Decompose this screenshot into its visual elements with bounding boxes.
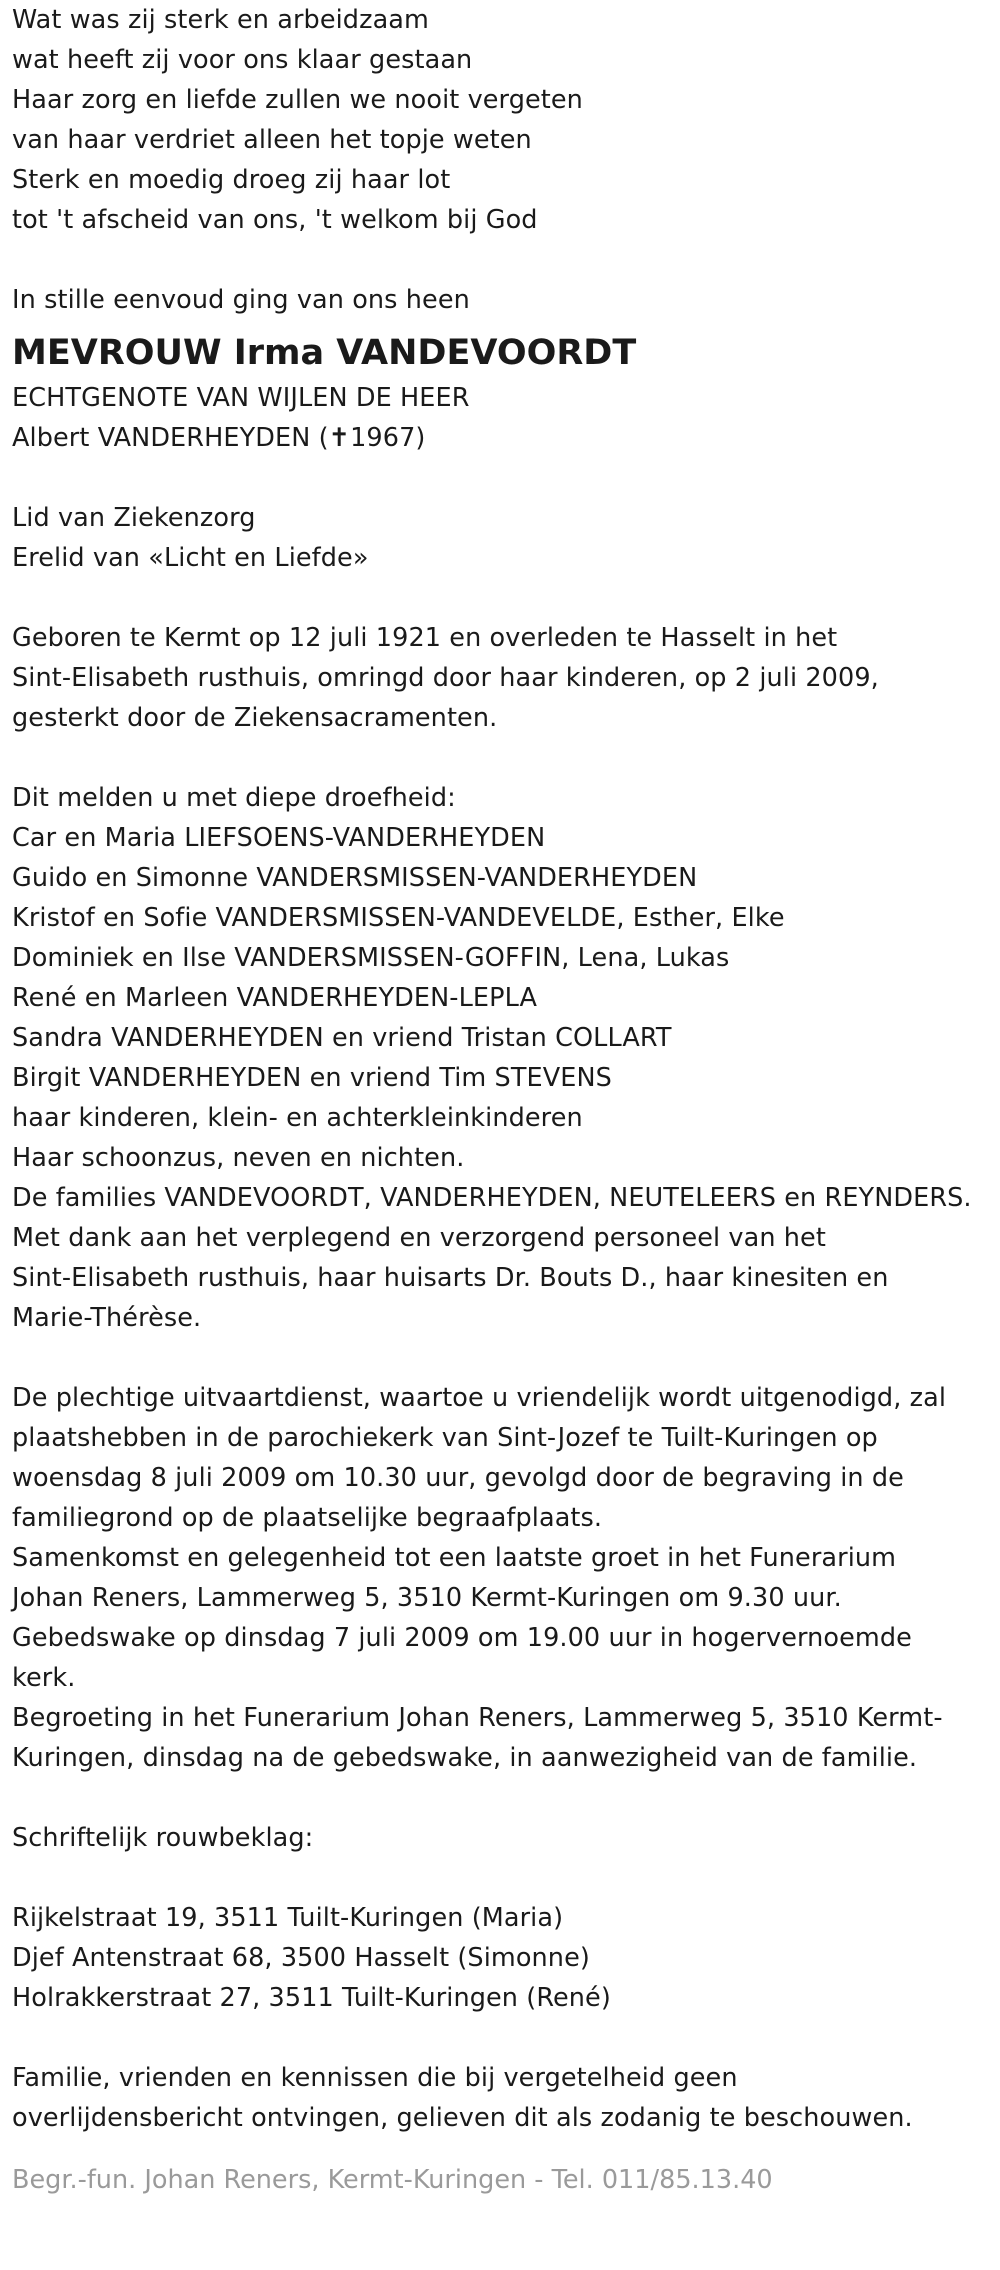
poem (12, 0, 997, 240)
family-line: Sint-Elisabeth rusthuis, haar huisarts Dr. Bouts D., haar kinesiten en (12, 1263, 889, 1293)
condolence-heading: Schriftelijk rouwbeklag: (12, 1823, 314, 1853)
service-line: Gebedswake op dinsdag 7 juli 2009 om 19.00 uur in hogervernoemde (12, 1623, 912, 1653)
family-line: Guido en Simonne VANDERSMISSEN-VANDERHEYDEN (12, 863, 698, 893)
deceased-name: MEVROUW Irma VANDEVOORDT (12, 333, 637, 373)
birth-death-line: gesterkt door de Ziekensacramenten. (12, 703, 498, 733)
birth-death-line: Sint-Elisabeth rusthuis, omringd door haar kinderen, op 2 juli 2009, (12, 663, 879, 693)
family-line: Marie-Thérèse. (12, 1303, 202, 1333)
closing-line: overlijdensbericht ontvingen, gelieven dit als zodanig te beschouwen. (12, 2103, 913, 2133)
birth-death-info (12, 618, 997, 738)
address-line: Rijkelstraat 19, 3511 Tuilt-Kuringen (Maria) (12, 1903, 564, 1933)
obituary-notice (12, 0, 997, 2200)
poem-line: tot 't afscheid van ons, 't welkom bij God (12, 205, 538, 235)
family-line: Sandra VANDERHEYDEN en vriend Tristan COLLART (12, 1023, 672, 1053)
spacer (12, 1338, 997, 1378)
family-line: Met dank aan het verplegend en verzorgend personeel van het (12, 1223, 826, 1253)
family-line: De families VANDEVOORDT, VANDERHEYDEN, NEUTELEERS en REYNDERS. (12, 1183, 972, 1213)
service-line: kerk. (12, 1663, 76, 1693)
spacer (12, 738, 997, 778)
spacer (12, 458, 997, 498)
spacer (12, 240, 997, 280)
address-line: Holrakkerstraat 27, 3511 Tuilt-Kuringen (René) (12, 1983, 611, 2013)
family-line: Car en Maria LIEFSOENS-VANDERHEYDEN (12, 823, 546, 853)
funeral-home-footer: Begr.-fun. Johan Reners, Kermt-Kuringen - Tel. 011/85.13.40 (12, 2165, 773, 2195)
poem-line: Haar zorg en liefde zullen we nooit vergeten (12, 85, 583, 115)
poem-line: Wat was zij sterk en arbeidzaam (12, 5, 429, 35)
service-line: plaatshebben in de parochiekerk van Sint-Jozef te Tuilt-Kuringen op (12, 1423, 878, 1453)
family-line: Kristof en Sofie VANDERSMISSEN-VANDEVELDE, Esther, Elke (12, 903, 785, 933)
spouse-line: Albert VANDERHEYDEN (✝1967) (12, 423, 426, 453)
family-list (12, 778, 997, 1338)
family-line: Birgit VANDERHEYDEN en vriend Tim STEVENS (12, 1063, 612, 1093)
spacer (12, 2018, 997, 2058)
service-info (12, 1378, 997, 1778)
family-line: Dominiek en Ilse VANDERSMISSEN-GOFFIN, Lena, Lukas (12, 943, 730, 973)
closing-line: Familie, vrienden en kennissen die bij vergetelheid geen (12, 2063, 738, 2093)
spouse-info (12, 378, 997, 458)
poem-line: Sterk en moedig droeg zij haar lot (12, 165, 451, 195)
service-line: De plechtige uitvaartdienst, waartoe u vriendelijk wordt uitgenodigd, zal (12, 1383, 947, 1413)
spacer (12, 578, 997, 618)
closing-note (12, 2058, 997, 2138)
service-line: woensdag 8 juli 2009 om 10.30 uur, gevolgd door de begraving in de (12, 1463, 904, 1493)
spacer (12, 1858, 997, 1898)
service-line: Johan Reners, Lammerweg 5, 3510 Kermt-Kuringen om 9.30 uur. (12, 1583, 842, 1613)
birth-death-line: Geboren te Kermt op 12 juli 1921 en overleden te Hasselt in het (12, 623, 838, 653)
service-line: Begroeting in het Funerarium Johan Reners, Lammerweg 5, 3510 Kermt- (12, 1703, 943, 1733)
service-line: Samenkomst en gelegenheid tot een laatste groet in het Funerarium (12, 1543, 897, 1573)
poem-line: van haar verdriet alleen het topje weten (12, 125, 532, 155)
spouse-line: ECHTGENOTE VAN WIJLEN DE HEER (12, 383, 470, 413)
condolence-addresses (12, 1898, 997, 2018)
service-line: Kuringen, dinsdag na de gebedswake, in aanwezigheid van de familie. (12, 1743, 918, 1773)
address-line: Djef Antenstraat 68, 3500 Hasselt (Simonne) (12, 1943, 590, 1973)
spacer (12, 1778, 997, 1818)
intro-text: In stille eenvoud ging van ons heen (12, 285, 470, 315)
family-line: Haar schoonzus, neven en nichten. (12, 1143, 465, 1173)
poem-line: wat heeft zij voor ons klaar gestaan (12, 45, 473, 75)
family-line: Dit melden u met diepe droefheid: (12, 783, 456, 813)
service-line: familiegrond op de plaatselijke begraafplaats. (12, 1503, 603, 1533)
membership-line: Lid van Ziekenzorg (12, 503, 256, 533)
family-line: haar kinderen, klein- en achterkleinkinderen (12, 1103, 583, 1133)
family-line: René en Marleen VANDERHEYDEN-LEPLA (12, 983, 538, 1013)
memberships (12, 498, 997, 578)
membership-line: Erelid van «Licht en Liefde» (12, 543, 369, 573)
